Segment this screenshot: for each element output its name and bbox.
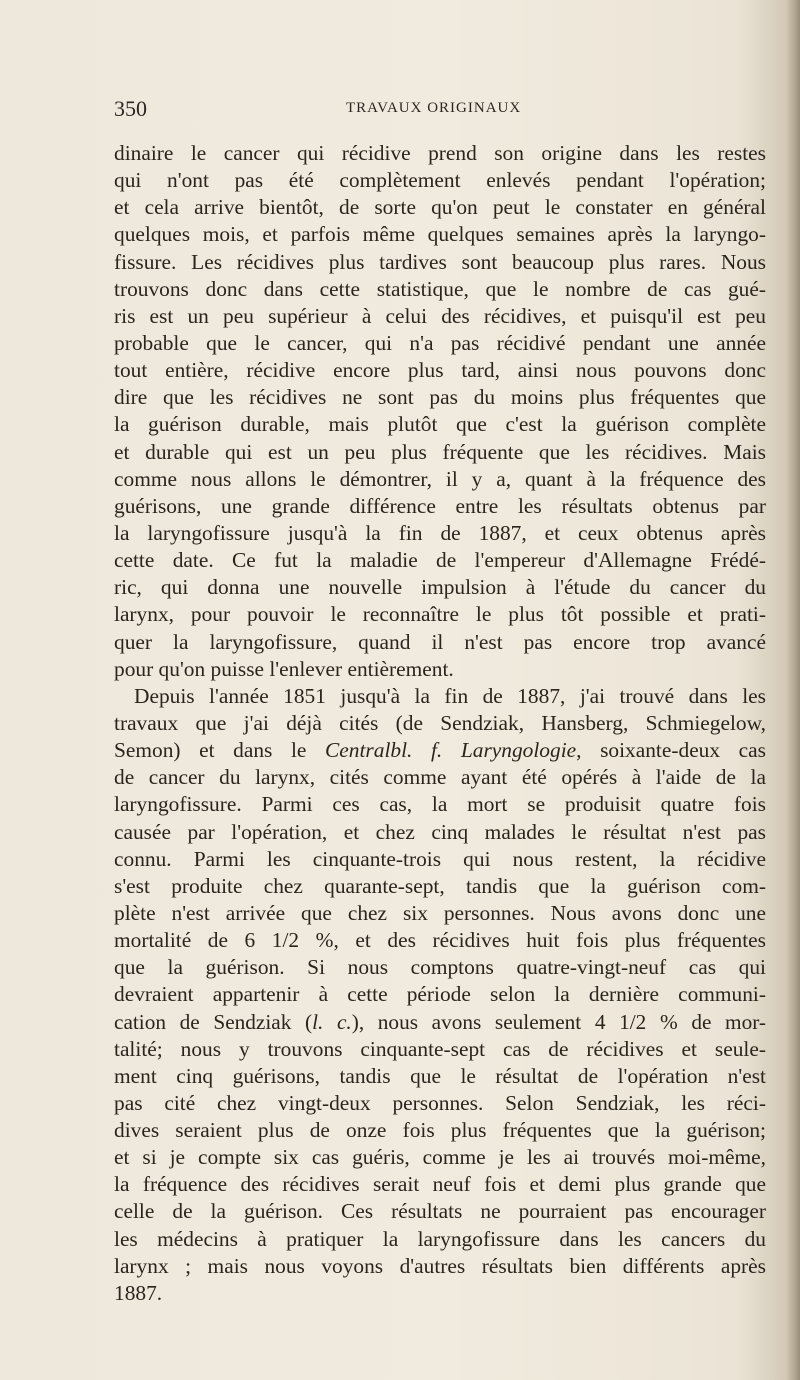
- line-text: connu. Parmi les cinquante-trois qui nous restent, la récidive: [114, 846, 766, 871]
- line-text: la fréquence des récidives serait neuf fois et demi plus grande que: [114, 1172, 766, 1197]
- text-line: [114, 1226, 766, 1253]
- line-text: de cancer du larynx, cités comme ayant été opérés à l'aide de la: [114, 765, 766, 790]
- line-text: les médecins à pratiquer la laryngofissure dans les cancers du: [114, 1226, 766, 1251]
- line-text: Semon) et dans le: [114, 738, 326, 763]
- text-line: [114, 1090, 766, 1117]
- text-line: [114, 384, 766, 411]
- text-line: [114, 954, 766, 981]
- line-text: causée par l'opération, et chez cinq malades le résultat n'est pas: [114, 819, 766, 844]
- text-line: [114, 1280, 766, 1307]
- text-line: [114, 1063, 766, 1090]
- line-text: laryngofissure. Parmi ces cas, la mort se produisit quatre fois: [114, 792, 766, 817]
- line-text: Depuis l'année 1851 jusqu'à la fin de 1887, j'ai trouvé dans les: [134, 683, 766, 708]
- citation-abbrev: l. c.: [312, 1009, 352, 1034]
- text-line: [114, 330, 766, 357]
- line-text: et durable qui est un peu plus fréquente que les récidives. Mais: [114, 439, 766, 464]
- line-text: qui n'ont pas été complètement enlevés pendant l'opération;: [114, 168, 766, 193]
- line-text: quelques mois, et parfois même quelques semaines après la laryngo-: [114, 222, 766, 247]
- line-text: la guérison durable, mais plutôt que c'est la guérison complète: [114, 412, 766, 437]
- text-line: [114, 764, 766, 791]
- text-line: [114, 846, 766, 873]
- line-text: guérisons, une grande différence entre les résultats obtenus par: [114, 493, 766, 518]
- text-line: [114, 710, 766, 737]
- text-line: [114, 574, 766, 601]
- text-line: [114, 1198, 766, 1225]
- line-text: plète n'est arrivée que chez six personnes. Nous avons donc une: [114, 900, 766, 925]
- text-line: [114, 1036, 766, 1063]
- line-text: larynx ; mais nous voyons d'autres résultats bien différents après: [114, 1253, 766, 1278]
- line-text: ris est un peu supérieur à celui des récidives, et puisqu'il est peu: [114, 303, 766, 328]
- line-text: devraient appartenir à cette période selon la dernière communi-: [114, 982, 766, 1007]
- line-text: probable que le cancer, qui n'a pas récidivé pendant une année: [114, 330, 766, 355]
- page-edge-shadow: [786, 0, 800, 1380]
- line-text: ), nous avons seulement 4 1/2 % de mor-: [351, 1009, 766, 1034]
- journal-title: Centralbl. f. Laryngologie: [325, 738, 577, 763]
- text-line: [114, 194, 766, 221]
- line-text: quer la laryngofissure, quand il n'est pas encore trop avancé: [114, 629, 766, 654]
- line-text: travaux que j'ai déjà cités (de Sendziak, Hansberg, Schmiegelow,: [114, 710, 766, 735]
- text-line: [114, 547, 766, 574]
- line-text: la laryngofissure jusqu'à la fin de 1887, et ceux obtenus après: [114, 520, 766, 545]
- line-text: et si je compte six cas guéris, comme je les ai trouvés moi-même,: [114, 1145, 766, 1170]
- line-text: mortalité de 6 1/2 %, et des récidives huit fois plus fréquentes: [114, 928, 766, 953]
- text-line: [114, 1117, 766, 1144]
- line-text: trouvons donc dans cette statistique, que le nombre de cas gué-: [114, 276, 766, 301]
- running-head: [114, 96, 724, 126]
- text-line: [114, 357, 766, 384]
- text-line: [114, 900, 766, 927]
- text-line: [114, 167, 766, 194]
- body-text: [114, 140, 766, 1307]
- running-title: TRAVAUX ORIGINAUX: [346, 100, 522, 116]
- text-line: [114, 981, 766, 1008]
- line-text: talité; nous y trouvons cinquante-sept cas de récidives et seule-: [114, 1036, 766, 1061]
- text-line: [114, 629, 766, 656]
- text-line: [114, 927, 766, 954]
- text-line: [114, 493, 766, 520]
- text-line: [114, 873, 766, 900]
- text-line: [114, 303, 766, 330]
- text-line: [114, 140, 766, 167]
- text-line: [114, 411, 766, 438]
- text-line: [114, 1253, 766, 1280]
- line-text: , soixante-deux cas: [576, 738, 766, 763]
- text-line: [114, 1171, 766, 1198]
- line-text: larynx, pour pouvoir le reconnaître le plus tôt possible et prati-: [114, 602, 766, 627]
- text-line: [114, 683, 766, 710]
- text-line: [114, 1144, 766, 1171]
- text-line: [114, 466, 766, 493]
- line-text: que la guérison. Si nous comptons quatre-vingt-neuf cas qui: [114, 955, 766, 980]
- line-text: s'est produite chez quarante-sept, tandis que la guérison com-: [114, 873, 766, 898]
- line-text: ment cinq guérisons, tandis que le résultat de l'opération n'est: [114, 1063, 766, 1088]
- text-line: [114, 791, 766, 818]
- line-text: 1887.: [114, 1280, 163, 1305]
- line-text: cette date. Ce fut la maladie de l'empereur d'Allemagne Frédé-: [114, 548, 766, 573]
- line-text: ric, qui donna une nouvelle impulsion à l'étude du cancer du: [114, 575, 766, 600]
- text-line: [114, 601, 766, 628]
- text-line: [114, 819, 766, 846]
- text-line: [114, 276, 766, 303]
- text-line: [114, 656, 766, 683]
- text-line: [114, 249, 766, 276]
- line-text: celle de la guérison. Ces résultats ne pourraient pas encourager: [114, 1199, 766, 1224]
- line-text: dives seraient plus de onze fois plus fréquentes que la guérison;: [114, 1118, 766, 1143]
- text-line: [114, 1009, 766, 1036]
- text-line: [114, 439, 766, 466]
- line-text: cation de Sendziak (: [114, 1009, 313, 1034]
- line-text: tout entière, récidive encore plus tard, ainsi nous pouvons donc: [114, 358, 766, 383]
- line-text: comme nous allons le démontrer, il y a, quant à la fréquence des: [114, 466, 766, 491]
- line-text: dinaire le cancer qui récidive prend son origine dans les restes: [114, 141, 766, 165]
- line-text: et cela arrive bientôt, de sorte qu'on peut le constater en général: [114, 195, 766, 220]
- text-line: [114, 221, 766, 248]
- line-text: pas cité chez vingt-deux personnes. Selon Sendziak, les réci-: [114, 1090, 766, 1115]
- line-text: dire que les récidives ne sont pas du moins plus fréquentes que: [114, 385, 766, 410]
- text-line: [114, 520, 766, 547]
- line-text: fissure. Les récidives plus tardives sont beaucoup plus rares. Nous: [114, 249, 766, 274]
- line-text: pour qu'on puisse l'enlever entièrement.: [114, 656, 454, 681]
- text-line: [114, 737, 766, 764]
- page-number: 350: [114, 96, 147, 121]
